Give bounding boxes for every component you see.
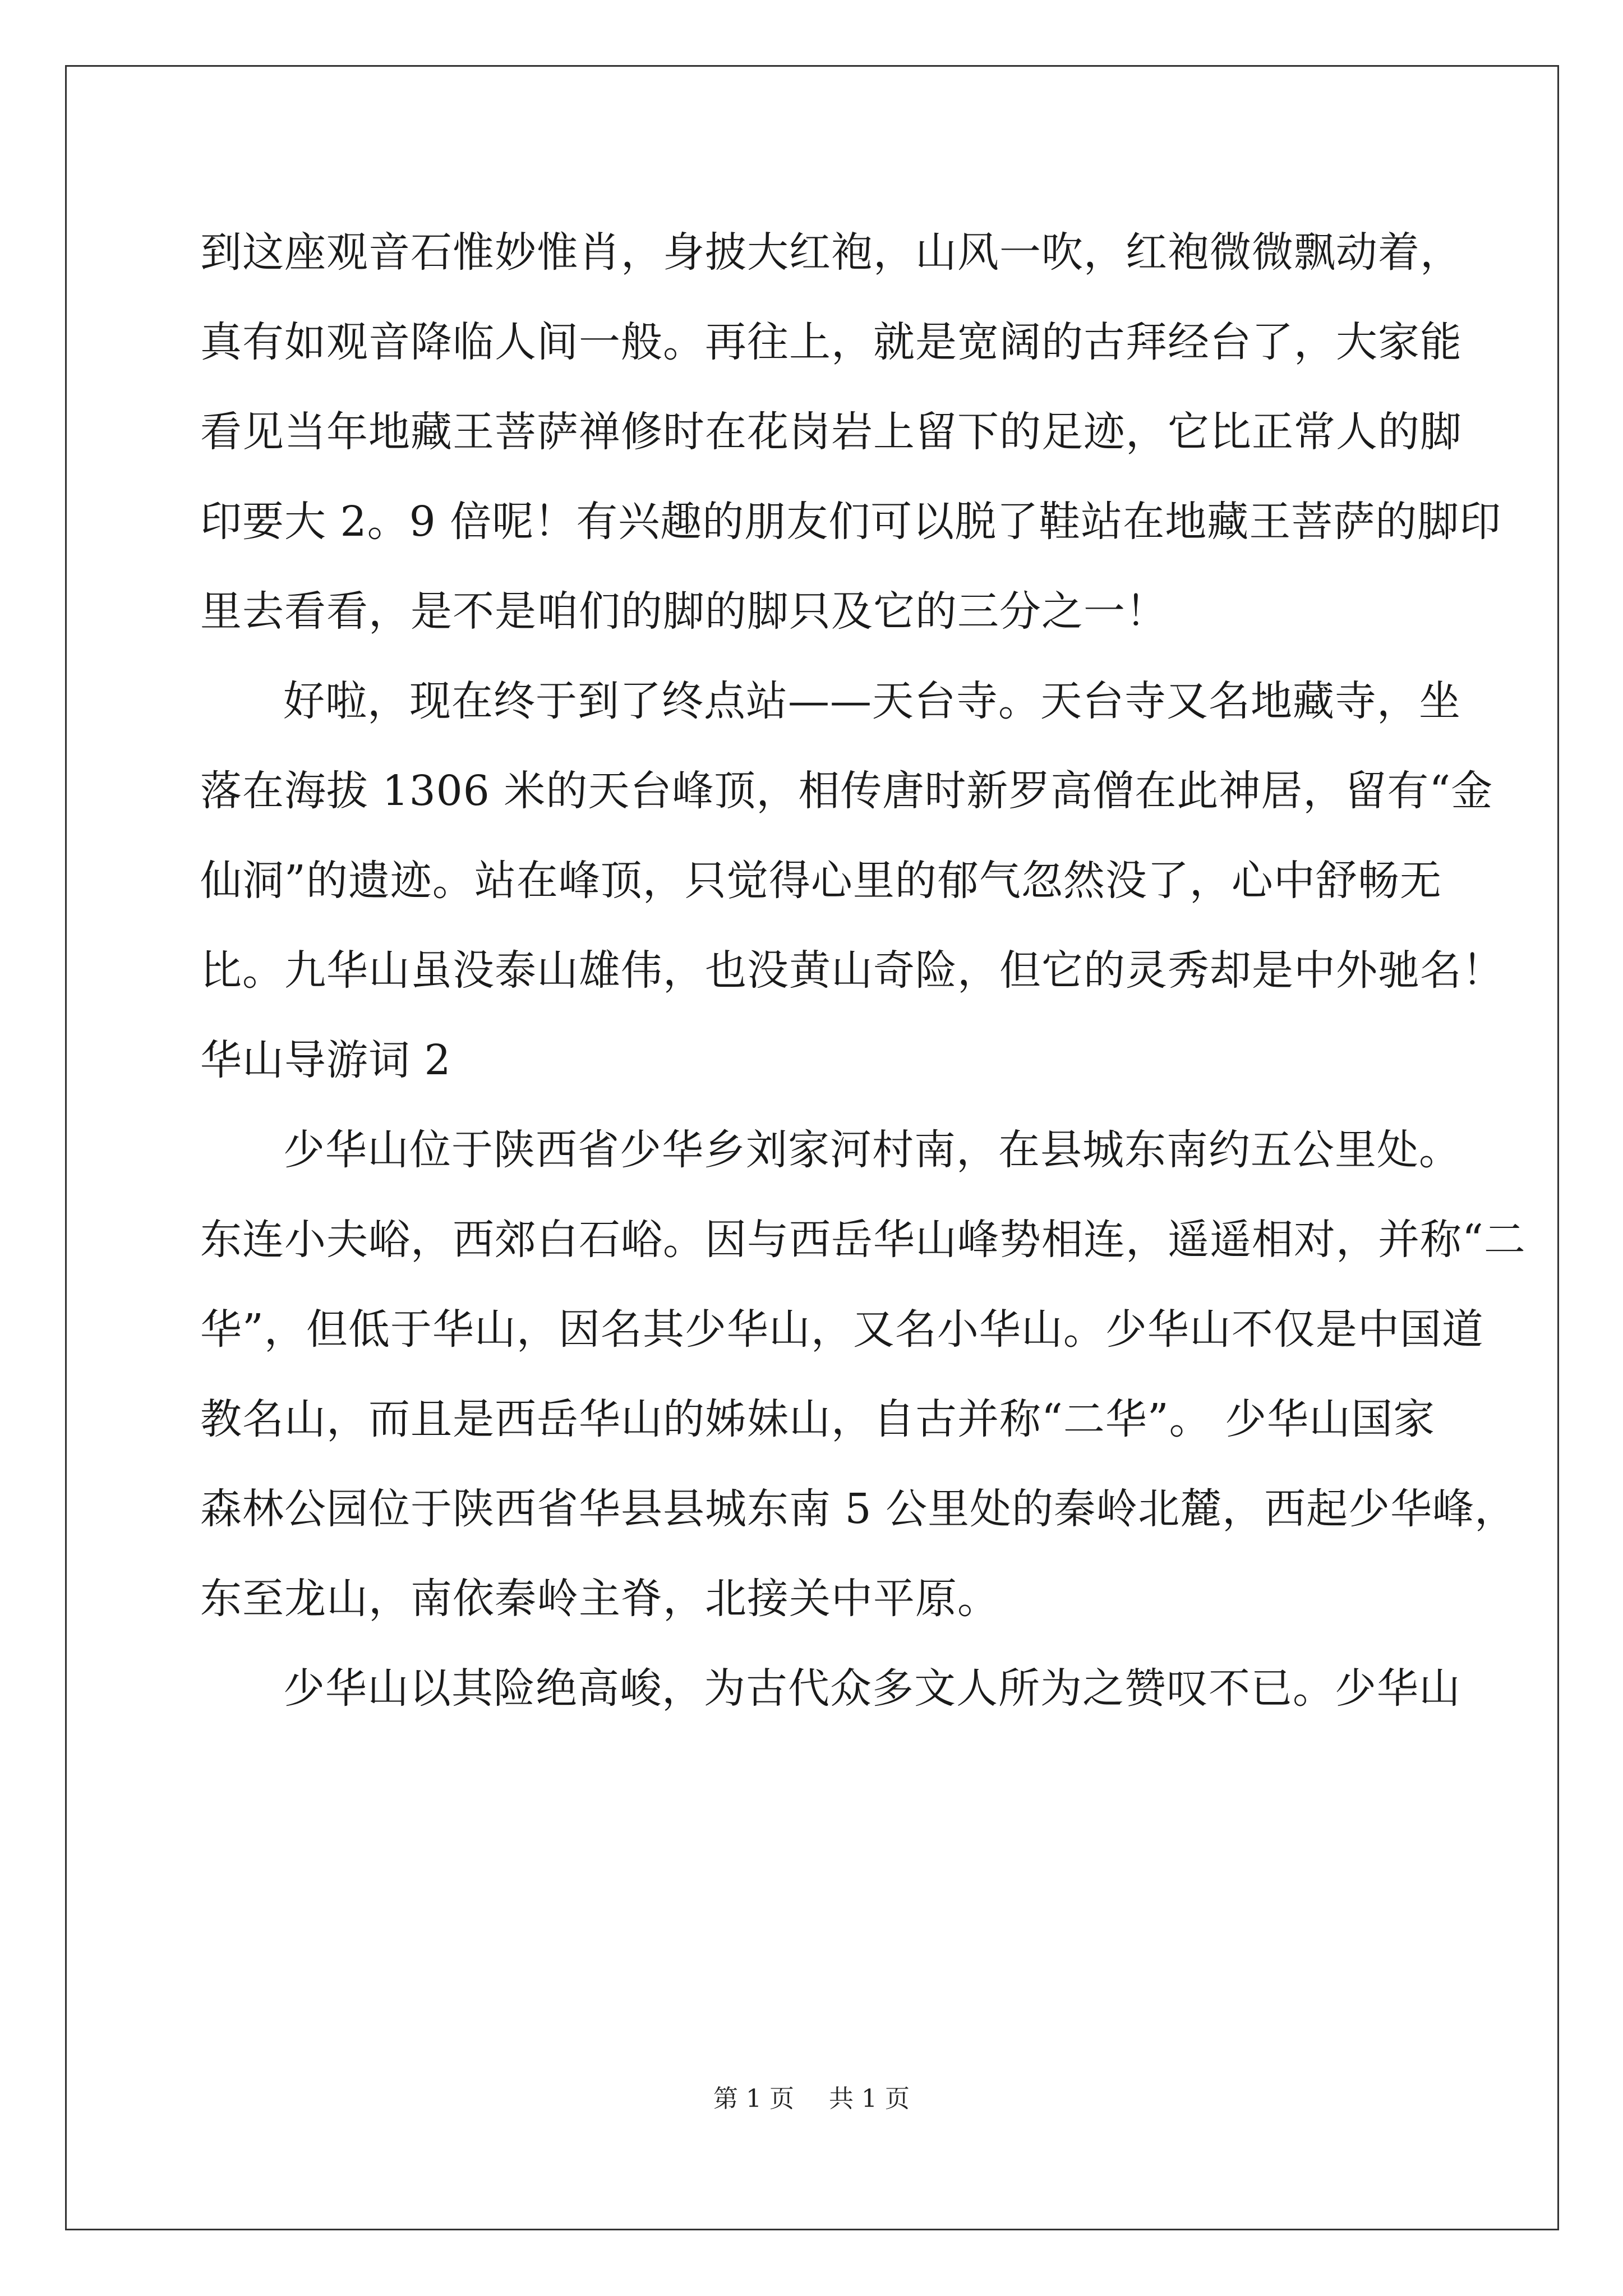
text-line: 东至龙山，南依秦岭主脊，北接关中平原。	[200, 1575, 999, 1623]
text-line: 落在海拔 1306 米的天台峰顶，相传唐时新罗高僧在此神居，留有“金	[200, 767, 1493, 815]
text-line: 看见当年地藏王菩萨禅修时在花岗岩上留下的足迹，它比正常人的脚	[200, 408, 1462, 456]
text-line: 里去看看，是不是咱们的脚的脚只及它的三分之一！	[200, 587, 1168, 636]
text-line: 华山导游词 2	[200, 1036, 451, 1084]
text-line: 仙洞”的遗迹。站在峰顶，只觉得心里的郁气忽然没了，心中舒畅无	[200, 857, 1442, 905]
page-footer	[0, 2082, 1623, 2116]
text-line: 森林公园位于陕西省华县县城东南 5 公里处的秦岭北麓，西起少华峰，	[200, 1485, 1517, 1533]
text-line: 东连小夫峪，西郊白石峪。因与西岳华山峰势相连，遥遥相对，并称“二	[200, 1216, 1526, 1264]
text-line: 到这座观音石惟妙惟肖，身披大红袍，山风一吹，红袍微微飘动着，	[200, 228, 1462, 277]
text-line: 真有如观音降临人间一般。再往上，就是宽阔的古拜经台了，大家能	[200, 318, 1462, 366]
text-line: 少华山以其险绝高峻，为古代众多文人所为之赞叹不已。少华山	[283, 1664, 1461, 1713]
page-number: 第 1 页	[713, 2085, 794, 2113]
text-line: 好啦，现在终于到了终点站——天台寺。天台寺又名地藏寺，坐	[283, 677, 1461, 725]
text-line: 比。九华山虽没泰山雄伟，也没黄山奇险，但它的灵秀却是中外驰名！	[200, 946, 1504, 995]
text-line: 华”，但低于华山，因名其少华山，又名小华山。少华山不仅是中国道	[200, 1305, 1484, 1354]
text-line: 少华山位于陕西省少华乡刘家河村南，在县城东南约五公里处。	[283, 1126, 1461, 1174]
text-line: 印要大 2。9 倍呢！有兴趣的朋友们可以脱了鞋站在地藏王菩萨的脚印	[200, 498, 1502, 546]
document-body	[200, 208, 1526, 1733]
text-line: 教名山，而且是西岳华山的姊妹山，自古并称“二华”。 少华山国家	[200, 1395, 1436, 1443]
page-total: 共 1 页	[829, 2085, 910, 2113]
